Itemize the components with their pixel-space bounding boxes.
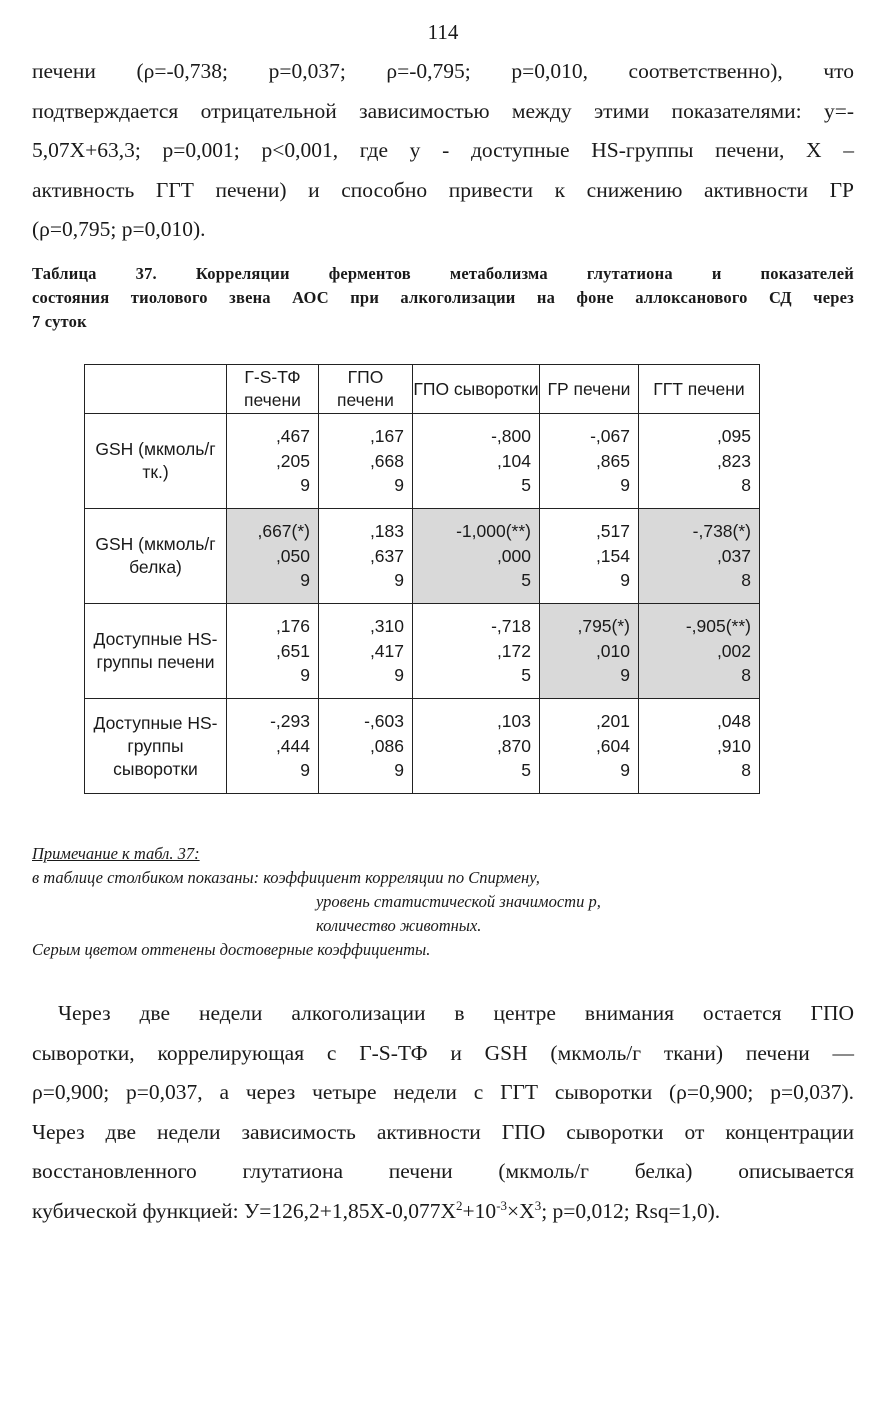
table-cell [540,699,639,794]
text-line: Через две недели зависимость активности ГПО сыворотки от концентрации [32,1119,854,1144]
note-line: в таблице столбиком показаны: коэффициент корреляции по Спирмену, [32,868,540,887]
note-line: Серым цветом оттенены достоверные коэффициенты. [32,940,431,959]
formula-part: +10 [462,1198,497,1223]
significance-value: ,870 [496,735,531,756]
correlation-value: ,176 [275,616,310,637]
text-line: восстановленного глутатиона печени (мкмоль/г белка) описывается [32,1159,854,1183]
count-value: 8 [741,475,751,496]
count-value: 9 [620,665,630,686]
row-label: GSH (мкмоль/г белка) [85,509,227,604]
correlation-value: ,467 [275,426,310,447]
table-cell [227,414,319,509]
row-label: GSH (мкмоль/г тк.) [85,414,227,509]
count-value: 9 [394,475,404,496]
header-gpo-liver: ГПО печени [319,365,413,414]
correlation-value: -,718 [491,616,531,637]
significance-value: ,604 [595,735,630,756]
correlation-value: -,067 [590,426,630,447]
count-value: 8 [741,665,751,686]
page-number: 114 [427,20,459,44]
text-line: (ρ=0,795; p=0,010). [32,217,206,241]
table-cell [319,509,413,604]
correlation-value: ,667(*) [257,521,310,542]
significance-value: ,668 [369,450,404,471]
table-cell [413,604,540,699]
text-line: сыворотки, коррелирующая с Г-S-ТФ и GSH (мкмоль/г ткани) печени — [32,1040,854,1065]
correlation-value: -1,000(**) [456,521,531,542]
count-value: 5 [521,570,531,591]
table-cell [319,699,413,794]
table-caption [32,262,854,334]
correlation-value: ,048 [716,711,751,732]
significance-value: ,104 [496,450,531,471]
header-ggt-liver: ГГТ печени [639,365,760,414]
formula-sup: -3 [496,1197,508,1213]
significance-value: ,037 [716,545,751,566]
count-value: 9 [394,665,404,686]
text-line: ρ=0,900; p=0,037, а через четыре недели с ГГТ сыворотки (ρ=0,900; p=0,037). [32,1080,854,1104]
count-value: 9 [300,760,310,781]
correlation-value: -,293 [270,711,310,732]
count-value: 5 [521,665,531,686]
text-line: 5,07X+63,3; p=0,001; p<0,001, где y - доступные HS-группы печени, X – [32,138,854,162]
significance-value: ,444 [275,735,310,756]
count-value: 9 [394,570,404,591]
table-cell [540,509,639,604]
significance-value: ,205 [275,450,310,471]
table-cell [227,699,319,794]
significance-value: ,417 [369,640,404,661]
row-label: Доступные HS-группы сыворотки [85,699,227,794]
table-cell [413,509,540,604]
significance-value: ,154 [595,545,630,566]
count-value: 9 [394,760,404,781]
count-value: 5 [521,475,531,496]
correlation-value: ,201 [595,711,630,732]
table-cell [413,414,540,509]
correlation-table [84,364,760,794]
table-cell [319,604,413,699]
text-line: подтверждается отрицательной зависимостью между этими показателями: y=- [32,98,854,123]
significance-value: ,050 [275,545,310,566]
significance-value: ,000 [496,545,531,566]
correlation-value: -,905(**) [685,616,751,637]
formula-prefix: кубической функцией: У=126,2+1,85X-0,077X [32,1198,457,1223]
table-cell [413,699,540,794]
table-row [85,414,760,509]
table-cell [639,604,760,699]
correlation-value: ,310 [369,616,404,637]
count-value: 5 [521,760,531,781]
significance-value: ,002 [716,640,751,661]
count-value: 9 [620,475,630,496]
correlation-value: ,095 [716,426,751,447]
significance-value: ,010 [595,640,630,661]
count-value: 8 [741,570,751,591]
correlation-value: ,795(*) [577,616,630,637]
formula-part: ×X [507,1198,535,1223]
text-line: Через две недели алкоголизации в центре внимания остается ГПО [58,1001,854,1025]
count-value: 9 [300,570,310,591]
table-row [85,509,760,604]
count-value: 9 [300,665,310,686]
header-gpo-serum: ГПО сыворотки [413,365,540,414]
text-line: печени (ρ=-0,738; p=0,037; ρ=-0,795; p=0,010, соответственно), что [32,59,854,83]
header-empty [85,365,227,414]
table-cell [227,604,319,699]
table-cell [639,699,760,794]
table-cell [639,414,760,509]
paragraph-intro [32,52,854,250]
table-cell [319,414,413,509]
caption-line: 7 суток [32,312,87,331]
significance-value: ,172 [496,640,531,661]
significance-value: ,086 [369,735,404,756]
significance-value: ,823 [716,450,751,471]
formula-sup: 3 [534,1197,542,1213]
formula-line [32,1192,854,1232]
significance-value: ,637 [369,545,404,566]
formula-sup: 2 [456,1197,463,1213]
count-value: 8 [741,760,751,781]
formula-suffix: ; p=0,012; Rsq=1,0). [541,1198,721,1223]
caption-line: Таблица 37. Корреляции ферментов метаболизма глутатиона и показателей [32,264,854,283]
correlation-value: ,183 [369,521,404,542]
significance-value: ,865 [595,450,630,471]
table-cell [227,509,319,604]
table-cell [639,509,760,604]
correlation-value: -,800 [491,426,531,447]
header-gst-liver: Г-S-ТФ печени [227,365,319,414]
table-cell [540,604,639,699]
table-header-row [85,365,760,414]
correlation-value: ,103 [496,711,531,732]
table-row [85,604,760,699]
header-gr-liver: ГР печени [540,365,639,414]
correlation-value: -,738(*) [692,521,751,542]
caption-line: состояния тиолового звена АОС при алкоголизации на фоне аллоксанового СД через [32,288,854,307]
correlation-value: -,603 [364,711,404,732]
count-value: 9 [300,475,310,496]
table-cell [540,414,639,509]
table-note [32,842,854,962]
count-value: 9 [620,760,630,781]
text-line: активность ГГТ печени) и способно привести к снижению активности ГР [32,177,854,202]
paragraph-conclusion [32,994,854,1231]
note-title: Примечание к табл. 37: [32,844,200,863]
correlation-value: ,167 [369,426,404,447]
count-value: 9 [620,570,630,591]
note-line: уровень статистической значимости р, [316,892,601,911]
row-label: Доступные HS-группы печени [85,604,227,699]
significance-value: ,910 [716,735,751,756]
note-line: количество животных. [316,916,482,935]
table-row [85,699,760,794]
significance-value: ,651 [275,640,310,661]
correlation-value: ,517 [595,521,630,542]
